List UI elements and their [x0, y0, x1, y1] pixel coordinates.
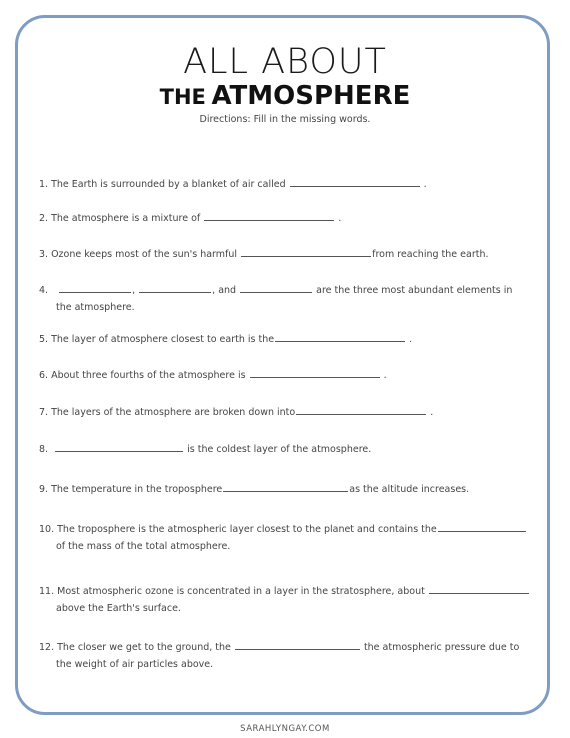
question-4: [39, 281, 539, 300]
answer-blank[interactable]: [204, 209, 334, 221]
question-4-line2: the atmosphere.: [56, 302, 135, 313]
answer-blank[interactable]: [59, 281, 131, 293]
question-9: [39, 480, 539, 499]
question-text: the atmospheric pressure due to: [363, 642, 520, 653]
question-text: 1. The Earth is surrounded by a blanket of air called: [39, 179, 286, 190]
title-all-about: ALL ABOUT: [183, 42, 387, 82]
answer-blank[interactable]: [139, 281, 211, 293]
question-10-line2: of the mass of the total atmosphere.: [56, 541, 231, 552]
question-5: [39, 330, 539, 349]
title-atmosphere: ATMOSPHERE: [211, 81, 411, 111]
answer-blank[interactable]: [429, 582, 529, 594]
question-7: [39, 403, 539, 422]
question-text: 12. The closer we get to the ground, the: [39, 642, 231, 653]
answer-blank[interactable]: [275, 330, 405, 342]
question-text: .: [430, 407, 434, 418]
question-text: 7. The layers of the atmosphere are broken down into: [39, 407, 296, 418]
title-the-atmosphere: [0, 80, 570, 115]
answer-blank[interactable]: [290, 175, 420, 187]
question-6: [39, 366, 539, 385]
question-text: 2. The atmosphere is a mixture of: [39, 213, 201, 224]
answer-blank[interactable]: [223, 480, 348, 492]
question-12-line2: the weight of air particles above.: [56, 659, 214, 670]
question-1: [39, 175, 539, 194]
answer-blank[interactable]: [240, 281, 312, 293]
question-text: is the coldest layer of the atmosphere.: [187, 444, 372, 455]
question-text: 3. Ozone keeps most of the sun's harmful: [39, 249, 238, 260]
question-text: .: [338, 213, 342, 224]
answer-blank[interactable]: [241, 245, 371, 257]
question-text: .: [383, 370, 387, 381]
answer-blank[interactable]: [438, 520, 526, 532]
question-12: [39, 638, 539, 657]
question-2: [39, 209, 539, 228]
question-11: [39, 582, 539, 601]
question-number: 8.: [39, 444, 49, 455]
question-text: from reaching the earth.: [372, 249, 489, 260]
title-the: THE: [159, 85, 206, 109]
question-text: 10. The troposphere is the atmospheric layer closest to the planet and contains the: [39, 524, 437, 535]
question-10: [39, 520, 539, 539]
question-3: [39, 245, 539, 264]
question-text: ,: [132, 285, 136, 296]
question-number: 4.: [39, 285, 49, 296]
question-text: 9. The temperature in the troposphere: [39, 484, 223, 495]
question-text: , and: [212, 285, 237, 296]
answer-blank[interactable]: [296, 403, 426, 415]
question-text: 11. Most atmospheric ozone is concentrated in a layer in the stratosphere, about: [39, 586, 425, 597]
question-text: 5. The layer of atmosphere closest to earth is the: [39, 334, 275, 345]
question-text: 6. About three fourths of the atmosphere is: [39, 370, 246, 381]
question-11-line2: above the Earth's surface.: [56, 603, 181, 614]
footer-website: SARAHLYNGAY.COM: [240, 724, 330, 734]
answer-blank[interactable]: [250, 366, 380, 378]
directions: Directions: Fill in the missing words.: [199, 114, 371, 125]
question-text: as the altitude increases.: [349, 484, 470, 495]
question-text: .: [423, 179, 427, 190]
answer-blank[interactable]: [55, 440, 183, 452]
answer-blank[interactable]: [235, 638, 360, 650]
question-text: .: [409, 334, 413, 345]
question-text: are the three most abundant elements in: [316, 285, 513, 296]
question-8: [39, 440, 539, 459]
